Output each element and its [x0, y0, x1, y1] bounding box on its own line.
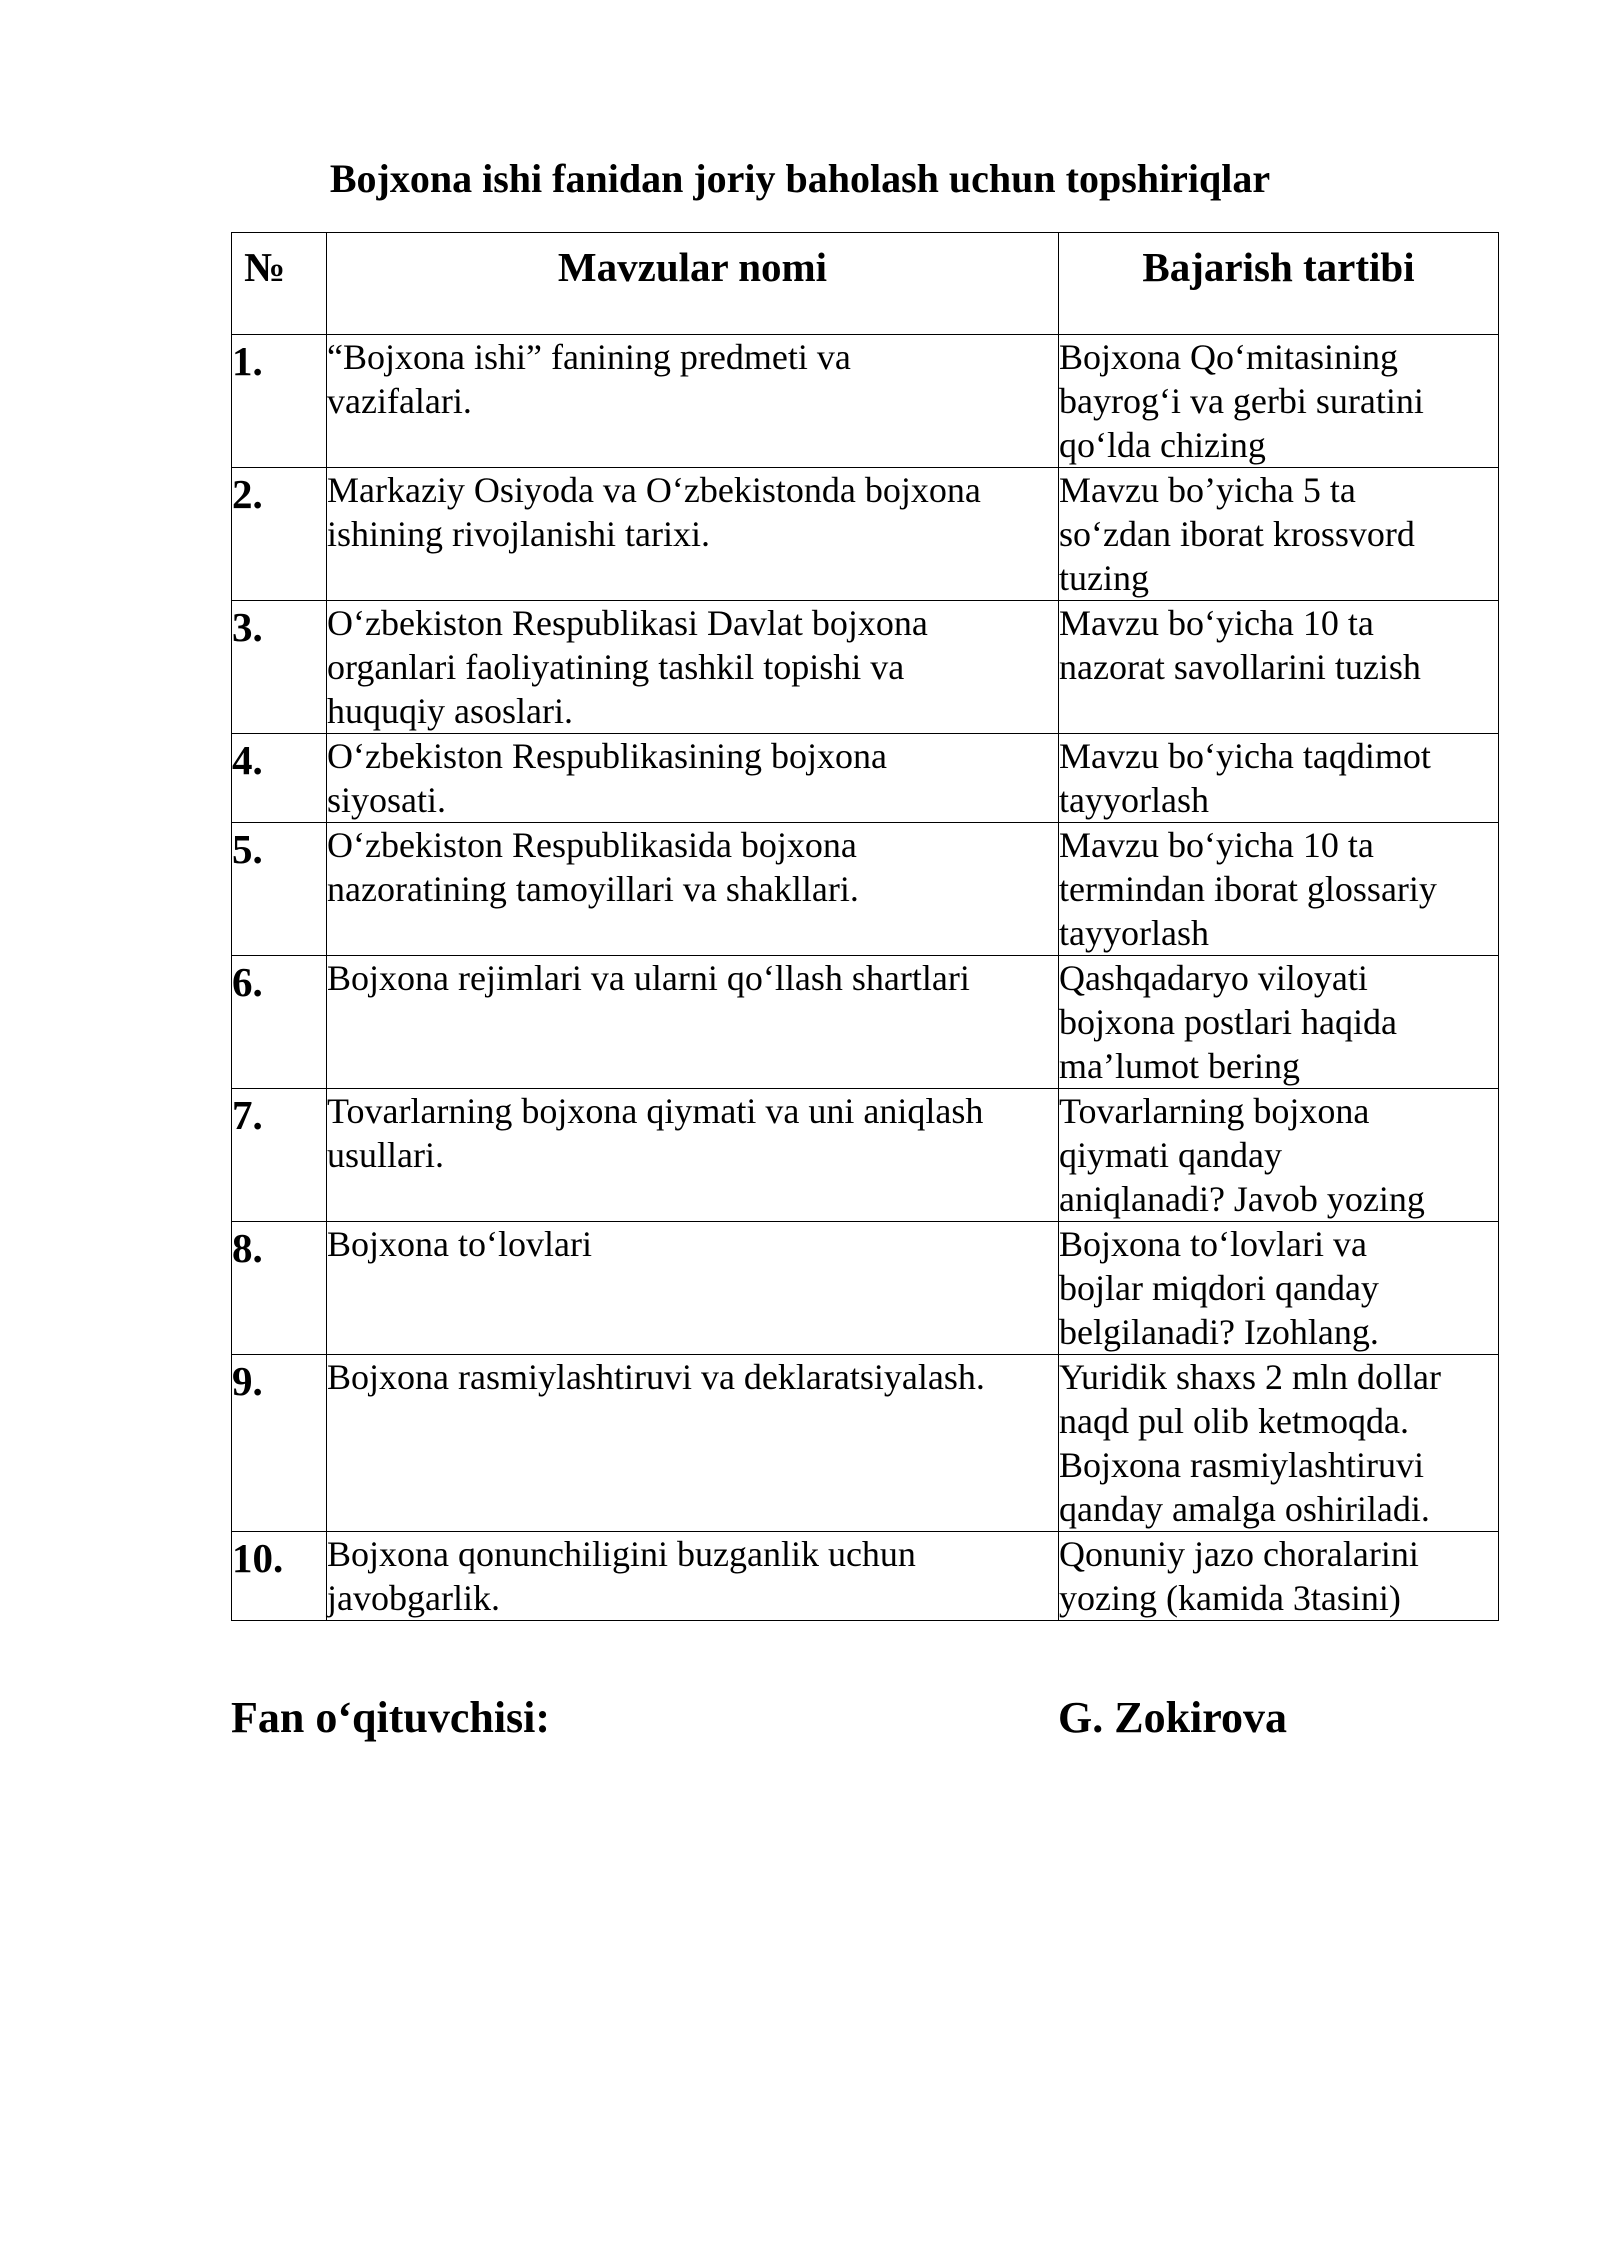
task-line: Mavzu bo‘yicha 10 ta: [1059, 603, 1374, 643]
topic-cell: [327, 601, 1059, 734]
topic-cell: [327, 823, 1059, 956]
task-cell: [1059, 734, 1499, 823]
task-line: tuzing: [1059, 558, 1149, 598]
task-line: naqd pul olib ketmoqda.: [1059, 1401, 1409, 1441]
task-line: Qashqadaryo viloyati: [1059, 958, 1368, 998]
header-execution-order: Bajarish tartibi: [1059, 233, 1499, 335]
task-cell: [1059, 1355, 1499, 1532]
row-number: 10.: [232, 1532, 327, 1621]
topic-line: ishining rivojlanishi tarixi.: [327, 514, 710, 554]
topic-cell: [327, 956, 1059, 1089]
topic-line: huquqiy asoslari.: [327, 691, 573, 731]
task-line: bojxona postlari haqida: [1059, 1002, 1397, 1042]
table-row: [232, 468, 1499, 601]
task-line: Bojxona to‘lovlari va: [1059, 1224, 1367, 1264]
topic-cell: [327, 1089, 1059, 1222]
task-line: yozing (kamida 3tasini): [1059, 1578, 1401, 1618]
teacher-name: G. Zokirova: [1058, 1693, 1288, 1742]
row-number: 5.: [232, 823, 327, 956]
task-line: Tovarlarning bojxona: [1059, 1091, 1370, 1131]
topic-line: vazifalari.: [327, 381, 472, 421]
row-number: 6.: [232, 956, 327, 1089]
task-cell: [1059, 1532, 1499, 1621]
task-line: nazorat savollarini tuzish: [1059, 647, 1421, 687]
topic-cell: [327, 468, 1059, 601]
topic-line: organlari faoliyatining tashkil topishi va: [327, 647, 905, 687]
table-row: [232, 956, 1499, 1089]
task-line: Mavzu bo’yicha 5 ta: [1059, 470, 1356, 510]
task-cell: [1059, 335, 1499, 468]
task-cell: [1059, 468, 1499, 601]
topic-line: nazoratining tamoyillari va shakllari.: [327, 869, 859, 909]
task-line: bayrog‘i va gerbi suratini: [1059, 381, 1424, 421]
table-row: [232, 1222, 1499, 1355]
topic-line: Bojxona rejimlari va ularni qo‘llash shartlari: [327, 958, 970, 998]
table-row: [232, 1089, 1499, 1222]
topic-line: O‘zbekiston Respublikasi Davlat bojxona: [327, 603, 928, 643]
topic-line: Bojxona qonunchiligini buzganlik uchun: [327, 1534, 916, 1574]
topic-line: usullari.: [327, 1135, 444, 1175]
task-line: qo‘lda chizing: [1059, 425, 1266, 465]
task-line: Mavzu bo‘yicha 10 ta: [1059, 825, 1374, 865]
task-line: ma’lumot bering: [1059, 1046, 1300, 1086]
table-header-row: [232, 233, 1499, 335]
task-line: Bojxona Qo‘mitasining: [1059, 337, 1398, 377]
task-line: Qonuniy jazo choralarini: [1059, 1534, 1419, 1574]
topic-line: O‘zbekiston Respublikasida bojxona: [327, 825, 857, 865]
topic-line: Tovarlarning bojxona qiymati va uni aniqlash: [327, 1091, 984, 1131]
row-number: 1.: [232, 335, 327, 468]
header-number: №: [232, 233, 327, 335]
topic-line: “Bojxona ishi” fanining predmeti va: [327, 337, 851, 377]
document-title: Bojxona ishi fanidan joriy baholash uchun topshiriqlar: [329, 156, 1271, 201]
task-line: tayyorlash: [1059, 780, 1209, 820]
table-row: [232, 335, 1499, 468]
topic-cell: [327, 1355, 1059, 1532]
table-row: [232, 1355, 1499, 1532]
table-row: [232, 601, 1499, 734]
topic-line: Bojxona rasmiylashtiruvi va deklaratsiyalash.: [327, 1357, 985, 1397]
task-line: bojlar miqdori qanday: [1059, 1268, 1379, 1308]
topic-line: Markaziy Osiyoda va O‘zbekistonda bojxona: [327, 470, 981, 510]
header-topic-name: Mavzular nomi: [327, 233, 1059, 335]
task-cell: [1059, 1089, 1499, 1222]
table-row: [232, 823, 1499, 956]
topic-cell: [327, 734, 1059, 823]
task-cell: [1059, 601, 1499, 734]
topic-line: O‘zbekiston Respublikasining bojxona: [327, 736, 887, 776]
task-cell: [1059, 823, 1499, 956]
row-number: 9.: [232, 1355, 327, 1532]
task-line: belgilanadi? Izohlang.: [1059, 1312, 1379, 1352]
task-line: termindan iborat glossariy: [1059, 869, 1437, 909]
task-cell: [1059, 1222, 1499, 1355]
table-row: [232, 734, 1499, 823]
topic-cell: [327, 1222, 1059, 1355]
row-number: 8.: [232, 1222, 327, 1355]
topic-line: Bojxona to‘lovlari: [327, 1224, 592, 1264]
task-line: Yuridik shaxs 2 mln dollar: [1059, 1357, 1441, 1397]
task-line: so‘zdan iborat krossvord: [1059, 514, 1415, 554]
table-body: [232, 335, 1499, 1621]
task-cell: [1059, 956, 1499, 1089]
topic-line: javobgarlik.: [327, 1578, 500, 1618]
row-number: 3.: [232, 601, 327, 734]
table-row: [232, 1532, 1499, 1621]
task-line: Bojxona rasmiylashtiruvi: [1059, 1445, 1424, 1485]
assignments-table: [231, 232, 1499, 1621]
row-number: 4.: [232, 734, 327, 823]
topic-line: siyosati.: [327, 780, 447, 820]
row-number: 2.: [232, 468, 327, 601]
topic-cell: [327, 1532, 1059, 1621]
task-line: Mavzu bo‘yicha taqdimot: [1059, 736, 1431, 776]
topic-cell: [327, 335, 1059, 468]
teacher-label: Fan o‘qituvchisi:: [231, 1693, 551, 1742]
task-line: qanday amalga oshiriladi.: [1059, 1489, 1430, 1529]
row-number: 7.: [232, 1089, 327, 1222]
task-line: aniqlanadi? Javob yozing: [1059, 1179, 1425, 1219]
task-line: qiymati qanday: [1059, 1135, 1282, 1175]
task-line: tayyorlash: [1059, 913, 1209, 953]
